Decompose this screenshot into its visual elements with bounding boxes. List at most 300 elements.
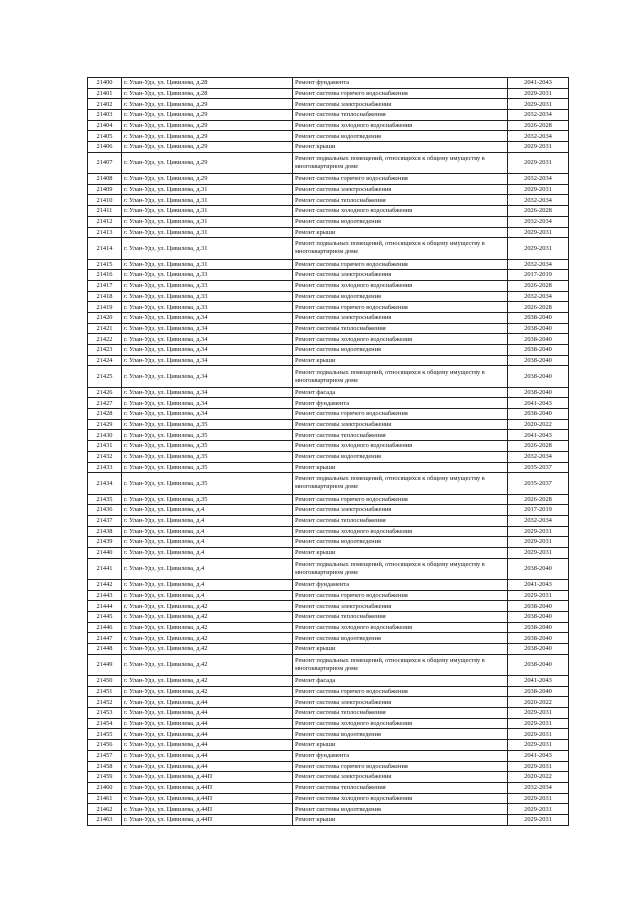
- address-cell: г. Улан-Удэ, ул. Цивилева, д.44: [122, 740, 293, 751]
- work-type-cell: Ремонт подвальных помещений, относящихся к общему имуществу в многоквартирном доме: [293, 366, 508, 387]
- address-cell: г. Улан-Удэ, ул. Цивилева, д.42: [122, 654, 293, 675]
- period-cell: 2035-2037: [508, 473, 569, 494]
- work-type-cell: Ремонт фундамента: [293, 398, 508, 409]
- work-type-cell: Ремонт системы горячего водоснабжения: [293, 590, 508, 601]
- row-number-cell: 21449: [88, 654, 122, 675]
- address-cell: г. Улан-Удэ, ул. Цивилева, д.35: [122, 494, 293, 505]
- period-cell: 2032-2034: [508, 174, 569, 185]
- table-row: [88, 590, 569, 601]
- work-type-cell: Ремонт системы горячего водоснабжения: [293, 259, 508, 270]
- table-row: [88, 793, 569, 804]
- row-number-cell: 21448: [88, 644, 122, 655]
- period-cell: 2038-2040: [508, 611, 569, 622]
- row-number-cell: 21456: [88, 740, 122, 751]
- work-type-cell: Ремонт крыши: [293, 644, 508, 655]
- table-row: [88, 78, 569, 89]
- row-number-cell: 21455: [88, 729, 122, 740]
- row-number-cell: 21417: [88, 280, 122, 291]
- table-row: [88, 345, 569, 356]
- work-type-cell: Ремонт системы теплоснабжения: [293, 515, 508, 526]
- address-cell: г. Улан-Удэ, ул. Цивилева, д.29: [122, 120, 293, 131]
- table-row: [88, 654, 569, 675]
- work-type-cell: Ремонт системы теплоснабжения: [293, 110, 508, 121]
- work-type-cell: Ремонт системы водоотведения: [293, 291, 508, 302]
- address-cell: г. Улан-Удэ, ул. Цивилева, д.4: [122, 547, 293, 558]
- work-type-cell: Ремонт системы водоотведения: [293, 345, 508, 356]
- address-cell: г. Улан-Удэ, ул. Цивилева, д.44: [122, 729, 293, 740]
- period-cell: 2029-2031: [508, 526, 569, 537]
- address-cell: г. Улан-Удэ, ул. Цивилева, д.29: [122, 131, 293, 142]
- period-cell: 2029-2031: [508, 152, 569, 173]
- period-cell: 2026-2028: [508, 120, 569, 131]
- period-cell: 2029-2031: [508, 547, 569, 558]
- period-cell: 2020-2022: [508, 419, 569, 430]
- address-cell: г. Улан-Удэ, ул. Цивилева, д.35: [122, 441, 293, 452]
- table-body: [88, 78, 569, 826]
- period-cell: 2026-2028: [508, 441, 569, 452]
- period-cell: 2026-2028: [508, 302, 569, 313]
- period-cell: 2032-2034: [508, 110, 569, 121]
- row-number-cell: 21451: [88, 686, 122, 697]
- table-row: [88, 227, 569, 238]
- address-cell: г. Улан-Удэ, ул. Цивилева, д.44П: [122, 772, 293, 783]
- table-row: [88, 99, 569, 110]
- row-number-cell: 21425: [88, 366, 122, 387]
- work-type-cell: Ремонт системы горячего водоснабжения: [293, 88, 508, 99]
- table-row: [88, 644, 569, 655]
- work-type-cell: Ремонт системы холодного водоснабжения: [293, 441, 508, 452]
- address-cell: г. Улан-Удэ, ул. Цивилева, д.44П: [122, 804, 293, 815]
- row-number-cell: 21434: [88, 473, 122, 494]
- table-row: [88, 110, 569, 121]
- row-number-cell: 21411: [88, 206, 122, 217]
- address-cell: г. Улан-Удэ, ул. Цивилева, д.34: [122, 312, 293, 323]
- period-cell: 2041-2043: [508, 579, 569, 590]
- work-type-cell: Ремонт системы водоотведения: [293, 729, 508, 740]
- period-cell: 2017-2019: [508, 505, 569, 516]
- address-cell: г. Улан-Удэ, ул. Цивилева, д.44П: [122, 814, 293, 825]
- table-row: [88, 270, 569, 281]
- row-number-cell: 21457: [88, 750, 122, 761]
- table-row: [88, 558, 569, 579]
- period-cell: 2029-2031: [508, 238, 569, 259]
- row-number-cell: 21420: [88, 312, 122, 323]
- table-row: [88, 462, 569, 473]
- address-cell: г. Улан-Удэ, ул. Цивилева, д.31: [122, 259, 293, 270]
- address-cell: г. Улан-Удэ, ул. Цивилева, д.33: [122, 302, 293, 313]
- work-type-cell: Ремонт крыши: [293, 814, 508, 825]
- period-cell: 2038-2040: [508, 312, 569, 323]
- row-number-cell: 21403: [88, 110, 122, 121]
- work-type-cell: Ремонт системы горячего водоснабжения: [293, 302, 508, 313]
- row-number-cell: 21461: [88, 793, 122, 804]
- work-type-cell: Ремонт системы теплоснабжения: [293, 323, 508, 334]
- period-cell: 2032-2034: [508, 195, 569, 206]
- work-type-cell: Ремонт системы теплоснабжения: [293, 782, 508, 793]
- period-cell: 2032-2034: [508, 782, 569, 793]
- table-row: [88, 409, 569, 420]
- table-row: [88, 323, 569, 334]
- row-number-cell: 21444: [88, 601, 122, 612]
- work-type-cell: Ремонт системы горячего водоснабжения: [293, 174, 508, 185]
- row-number-cell: 21438: [88, 526, 122, 537]
- work-type-cell: Ремонт системы теплоснабжения: [293, 195, 508, 206]
- address-cell: г. Улан-Удэ, ул. Цивилева, д.33: [122, 270, 293, 281]
- table-row: [88, 473, 569, 494]
- period-cell: 2032-2034: [508, 451, 569, 462]
- work-type-cell: Ремонт системы электроснабжения: [293, 99, 508, 110]
- period-cell: 2029-2031: [508, 729, 569, 740]
- address-cell: г. Улан-Удэ, ул. Цивилева, д.29: [122, 110, 293, 121]
- table-row: [88, 537, 569, 548]
- row-number-cell: 21405: [88, 131, 122, 142]
- work-type-cell: Ремонт подвальных помещений, относящихся к общему имуществу в многоквартирном доме: [293, 654, 508, 675]
- address-cell: г. Улан-Удэ, ул. Цивилева, д.34: [122, 345, 293, 356]
- row-number-cell: 21459: [88, 772, 122, 783]
- work-type-cell: Ремонт системы горячего водоснабжения: [293, 494, 508, 505]
- work-type-cell: Ремонт подвальных помещений, относящихся к общему имуществу в многоквартирном доме: [293, 473, 508, 494]
- table-row: [88, 579, 569, 590]
- row-number-cell: 21439: [88, 537, 122, 548]
- address-cell: г. Улан-Удэ, ул. Цивилева, д.4: [122, 505, 293, 516]
- address-cell: г. Улан-Удэ, ул. Цивилева, д.42: [122, 686, 293, 697]
- table-row: [88, 708, 569, 719]
- table-row: [88, 526, 569, 537]
- table-row: [88, 398, 569, 409]
- address-cell: г. Улан-Удэ, ул. Цивилева, д.42: [122, 633, 293, 644]
- row-number-cell: 21436: [88, 505, 122, 516]
- work-type-cell: Ремонт системы электроснабжения: [293, 601, 508, 612]
- address-cell: г. Улан-Удэ, ул. Цивилева, д.35: [122, 462, 293, 473]
- table-row: [88, 387, 569, 398]
- address-cell: г. Улан-Удэ, ул. Цивилева, д.35: [122, 473, 293, 494]
- table-row: [88, 259, 569, 270]
- row-number-cell: 21410: [88, 195, 122, 206]
- table-row: [88, 729, 569, 740]
- address-cell: г. Улан-Удэ, ул. Цивилева, д.31: [122, 216, 293, 227]
- period-cell: 2038-2040: [508, 686, 569, 697]
- period-cell: 2020-2022: [508, 772, 569, 783]
- row-number-cell: 21404: [88, 120, 122, 131]
- row-number-cell: 21409: [88, 184, 122, 195]
- address-cell: г. Улан-Удэ, ул. Цивилева, д.29: [122, 99, 293, 110]
- period-cell: 2029-2031: [508, 814, 569, 825]
- row-number-cell: 21452: [88, 697, 122, 708]
- period-cell: 2026-2028: [508, 206, 569, 217]
- address-cell: г. Улан-Удэ, ул. Цивилева, д.31: [122, 206, 293, 217]
- row-number-cell: 21406: [88, 142, 122, 153]
- table-row: [88, 152, 569, 173]
- row-number-cell: 21463: [88, 814, 122, 825]
- row-number-cell: 21421: [88, 323, 122, 334]
- address-cell: г. Улан-Удэ, ул. Цивилева, д.44: [122, 761, 293, 772]
- period-cell: 2029-2031: [508, 537, 569, 548]
- work-type-cell: Ремонт крыши: [293, 227, 508, 238]
- work-type-cell: Ремонт системы водоотведения: [293, 633, 508, 644]
- address-cell: г. Улан-Удэ, ул. Цивилева, д.29: [122, 142, 293, 153]
- work-type-cell: Ремонт системы электроснабжения: [293, 772, 508, 783]
- row-number-cell: 21460: [88, 782, 122, 793]
- address-cell: г. Улан-Удэ, ул. Цивилева, д.35: [122, 430, 293, 441]
- work-type-cell: Ремонт системы водоотведения: [293, 451, 508, 462]
- row-number-cell: 21413: [88, 227, 122, 238]
- work-type-cell: Ремонт фундамента: [293, 579, 508, 590]
- table-row: [88, 142, 569, 153]
- period-cell: 2038-2040: [508, 633, 569, 644]
- work-type-cell: Ремонт системы водоотведения: [293, 216, 508, 227]
- address-cell: г. Улан-Удэ, ул. Цивилева, д.34: [122, 387, 293, 398]
- period-cell: 2041-2043: [508, 78, 569, 89]
- address-cell: г. Улан-Удэ, ул. Цивилева, д.42: [122, 676, 293, 687]
- address-cell: г. Улан-Удэ, ул. Цивилева, д.4: [122, 537, 293, 548]
- address-cell: г. Улан-Удэ, ул. Цивилева, д.31: [122, 195, 293, 206]
- table-row: [88, 547, 569, 558]
- period-cell: 2032-2034: [508, 259, 569, 270]
- row-number-cell: 21430: [88, 430, 122, 441]
- address-cell: г. Улан-Удэ, ул. Цивилева, д.44: [122, 718, 293, 729]
- period-cell: 2038-2040: [508, 558, 569, 579]
- row-number-cell: 21424: [88, 355, 122, 366]
- row-number-cell: 21408: [88, 174, 122, 185]
- work-type-cell: Ремонт системы теплоснабжения: [293, 430, 508, 441]
- work-type-cell: Ремонт крыши: [293, 740, 508, 751]
- table-row: [88, 750, 569, 761]
- period-cell: 2017-2019: [508, 270, 569, 281]
- table-row: [88, 676, 569, 687]
- table-row: [88, 131, 569, 142]
- period-cell: 2035-2037: [508, 462, 569, 473]
- row-number-cell: 21419: [88, 302, 122, 313]
- row-number-cell: 21415: [88, 259, 122, 270]
- table-row: [88, 419, 569, 430]
- period-cell: 2038-2040: [508, 355, 569, 366]
- work-type-cell: Ремонт системы холодного водоснабжения: [293, 718, 508, 729]
- address-cell: г. Улан-Удэ, ул. Цивилева, д.42: [122, 622, 293, 633]
- period-cell: 2029-2031: [508, 99, 569, 110]
- work-type-cell: Ремонт крыши: [293, 142, 508, 153]
- period-cell: 2029-2031: [508, 804, 569, 815]
- period-cell: 2041-2043: [508, 750, 569, 761]
- work-type-cell: Ремонт фасада: [293, 676, 508, 687]
- work-type-cell: Ремонт системы электроснабжения: [293, 270, 508, 281]
- row-number-cell: 21454: [88, 718, 122, 729]
- table-row: [88, 355, 569, 366]
- period-cell: 2029-2031: [508, 227, 569, 238]
- work-type-cell: Ремонт системы горячего водоснабжения: [293, 686, 508, 697]
- address-cell: г. Улан-Удэ, ул. Цивилева, д.4: [122, 526, 293, 537]
- row-number-cell: 21447: [88, 633, 122, 644]
- row-number-cell: 21416: [88, 270, 122, 281]
- address-cell: г. Улан-Удэ, ул. Цивилева, д.31: [122, 238, 293, 259]
- address-cell: г. Улан-Удэ, ул. Цивилева, д.31: [122, 227, 293, 238]
- row-number-cell: 21435: [88, 494, 122, 505]
- period-cell: 2032-2034: [508, 515, 569, 526]
- period-cell: 2026-2028: [508, 280, 569, 291]
- period-cell: 2029-2031: [508, 761, 569, 772]
- address-cell: г. Улан-Удэ, ул. Цивилева, д.44П: [122, 793, 293, 804]
- address-cell: г. Улан-Удэ, ул. Цивилева, д.42: [122, 644, 293, 655]
- period-cell: 2020-2022: [508, 697, 569, 708]
- work-type-cell: Ремонт подвальных помещений, относящихся к общему имуществу в многоквартирном доме: [293, 238, 508, 259]
- row-number-cell: 21428: [88, 409, 122, 420]
- work-type-cell: Ремонт системы электроснабжения: [293, 184, 508, 195]
- period-cell: 2029-2031: [508, 142, 569, 153]
- address-cell: г. Улан-Удэ, ул. Цивилева, д.33: [122, 291, 293, 302]
- work-type-cell: Ремонт системы холодного водоснабжения: [293, 206, 508, 217]
- table-row: [88, 120, 569, 131]
- table-row: [88, 238, 569, 259]
- work-type-cell: Ремонт подвальных помещений, относящихся к общему имуществу в многоквартирном доме: [293, 558, 508, 579]
- row-number-cell: 21412: [88, 216, 122, 227]
- work-type-cell: Ремонт системы холодного водоснабжения: [293, 793, 508, 804]
- table-row: [88, 505, 569, 516]
- address-cell: г. Улан-Удэ, ул. Цивилева, д.42: [122, 601, 293, 612]
- table-row: [88, 174, 569, 185]
- period-cell: 2029-2031: [508, 793, 569, 804]
- row-number-cell: 21402: [88, 99, 122, 110]
- address-cell: г. Улан-Удэ, ул. Цивилева, д.42: [122, 611, 293, 622]
- address-cell: г. Улан-Удэ, ул. Цивилева, д.34: [122, 409, 293, 420]
- table-row: [88, 515, 569, 526]
- address-cell: г. Улан-Удэ, ул. Цивилева, д.4: [122, 579, 293, 590]
- table-row: [88, 216, 569, 227]
- row-number-cell: 21441: [88, 558, 122, 579]
- work-type-cell: Ремонт системы теплоснабжения: [293, 611, 508, 622]
- address-cell: г. Улан-Удэ, ул. Цивилева, д.4: [122, 515, 293, 526]
- period-cell: 2026-2028: [508, 494, 569, 505]
- table-row: [88, 206, 569, 217]
- period-cell: 2041-2043: [508, 398, 569, 409]
- period-cell: 2038-2040: [508, 323, 569, 334]
- row-number-cell: 21407: [88, 152, 122, 173]
- row-number-cell: 21445: [88, 611, 122, 622]
- row-number-cell: 21458: [88, 761, 122, 772]
- row-number-cell: 21453: [88, 708, 122, 719]
- address-cell: г. Улан-Удэ, ул. Цивилева, д.28: [122, 78, 293, 89]
- work-type-cell: Ремонт системы электроснабжения: [293, 697, 508, 708]
- address-cell: г. Улан-Удэ, ул. Цивилева, д.44: [122, 708, 293, 719]
- period-cell: 2038-2040: [508, 644, 569, 655]
- address-cell: г. Улан-Удэ, ул. Цивилева, д.44П: [122, 782, 293, 793]
- address-cell: г. Улан-Удэ, ул. Цивилева, д.34: [122, 366, 293, 387]
- table-row: [88, 686, 569, 697]
- table-row: [88, 451, 569, 462]
- address-cell: г. Улан-Удэ, ул. Цивилева, д.31: [122, 184, 293, 195]
- table-row: [88, 804, 569, 815]
- address-cell: г. Улан-Удэ, ул. Цивилева, д.34: [122, 323, 293, 334]
- address-cell: г. Улан-Удэ, ул. Цивилева, д.4: [122, 558, 293, 579]
- period-cell: 2029-2031: [508, 88, 569, 99]
- period-cell: 2038-2040: [508, 409, 569, 420]
- table-row: [88, 430, 569, 441]
- work-type-cell: Ремонт системы холодного водоснабжения: [293, 526, 508, 537]
- table-row: [88, 280, 569, 291]
- row-number-cell: 21422: [88, 334, 122, 345]
- row-number-cell: 21432: [88, 451, 122, 462]
- period-cell: 2029-2031: [508, 708, 569, 719]
- address-cell: г. Улан-Удэ, ул. Цивилева, д.35: [122, 419, 293, 430]
- row-number-cell: 21426: [88, 387, 122, 398]
- work-type-cell: Ремонт системы холодного водоснабжения: [293, 334, 508, 345]
- address-cell: г. Улан-Удэ, ул. Цивилева, д.29: [122, 152, 293, 173]
- table-row: [88, 184, 569, 195]
- table-row: [88, 334, 569, 345]
- row-number-cell: 21443: [88, 590, 122, 601]
- row-number-cell: 21437: [88, 515, 122, 526]
- period-cell: 2041-2043: [508, 676, 569, 687]
- work-type-cell: Ремонт системы водоотведения: [293, 804, 508, 815]
- row-number-cell: 21450: [88, 676, 122, 687]
- work-type-cell: Ремонт крыши: [293, 462, 508, 473]
- table-row: [88, 441, 569, 452]
- table-row: [88, 601, 569, 612]
- row-number-cell: 21462: [88, 804, 122, 815]
- period-cell: 2038-2040: [508, 622, 569, 633]
- work-type-cell: Ремонт системы холодного водоснабжения: [293, 622, 508, 633]
- address-cell: г. Улан-Удэ, ул. Цивилева, д.34: [122, 355, 293, 366]
- work-type-cell: Ремонт системы холодного водоснабжения: [293, 120, 508, 131]
- address-cell: г. Улан-Удэ, ул. Цивилева, д.34: [122, 334, 293, 345]
- work-type-cell: Ремонт системы электроснабжения: [293, 505, 508, 516]
- period-cell: 2029-2031: [508, 590, 569, 601]
- address-cell: г. Улан-Удэ, ул. Цивилева, д.44: [122, 697, 293, 708]
- period-cell: 2038-2040: [508, 334, 569, 345]
- row-number-cell: 21442: [88, 579, 122, 590]
- table-row: [88, 814, 569, 825]
- table-row: [88, 195, 569, 206]
- period-cell: 2032-2034: [508, 216, 569, 227]
- row-number-cell: 21433: [88, 462, 122, 473]
- period-cell: 2032-2034: [508, 131, 569, 142]
- period-cell: 2029-2031: [508, 740, 569, 751]
- row-number-cell: 21446: [88, 622, 122, 633]
- work-type-cell: Ремонт системы электроснабжения: [293, 312, 508, 323]
- work-type-cell: Ремонт фундамента: [293, 78, 508, 89]
- period-cell: 2038-2040: [508, 654, 569, 675]
- table-row: [88, 88, 569, 99]
- address-cell: г. Улан-Удэ, ул. Цивилева, д.34: [122, 398, 293, 409]
- address-cell: г. Улан-Удэ, ул. Цивилева, д.35: [122, 451, 293, 462]
- address-cell: г. Улан-Удэ, ул. Цивилева, д.28: [122, 88, 293, 99]
- table-row: [88, 302, 569, 313]
- work-type-cell: Ремонт системы холодного водоснабжения: [293, 280, 508, 291]
- row-number-cell: 21429: [88, 419, 122, 430]
- period-cell: 2041-2043: [508, 430, 569, 441]
- table-row: [88, 740, 569, 751]
- address-cell: г. Улан-Удэ, ул. Цивилева, д.29: [122, 174, 293, 185]
- period-cell: 2032-2034: [508, 291, 569, 302]
- work-type-cell: Ремонт фундамента: [293, 750, 508, 761]
- work-type-cell: Ремонт системы теплоснабжения: [293, 708, 508, 719]
- table-row: [88, 633, 569, 644]
- period-cell: 2038-2040: [508, 366, 569, 387]
- row-number-cell: 21440: [88, 547, 122, 558]
- address-cell: г. Улан-Удэ, ул. Цивилева, д.33: [122, 280, 293, 291]
- work-type-cell: Ремонт системы водоотведения: [293, 131, 508, 142]
- table-row: [88, 718, 569, 729]
- row-number-cell: 21423: [88, 345, 122, 356]
- work-type-cell: Ремонт крыши: [293, 355, 508, 366]
- table-row: [88, 761, 569, 772]
- table-row: [88, 291, 569, 302]
- table-row: [88, 622, 569, 633]
- table-row: [88, 312, 569, 323]
- period-cell: 2038-2040: [508, 387, 569, 398]
- work-type-cell: Ремонт системы горячего водоснабжения: [293, 409, 508, 420]
- period-cell: 2029-2031: [508, 718, 569, 729]
- period-cell: 2038-2040: [508, 345, 569, 356]
- work-type-cell: Ремонт системы электроснабжения: [293, 419, 508, 430]
